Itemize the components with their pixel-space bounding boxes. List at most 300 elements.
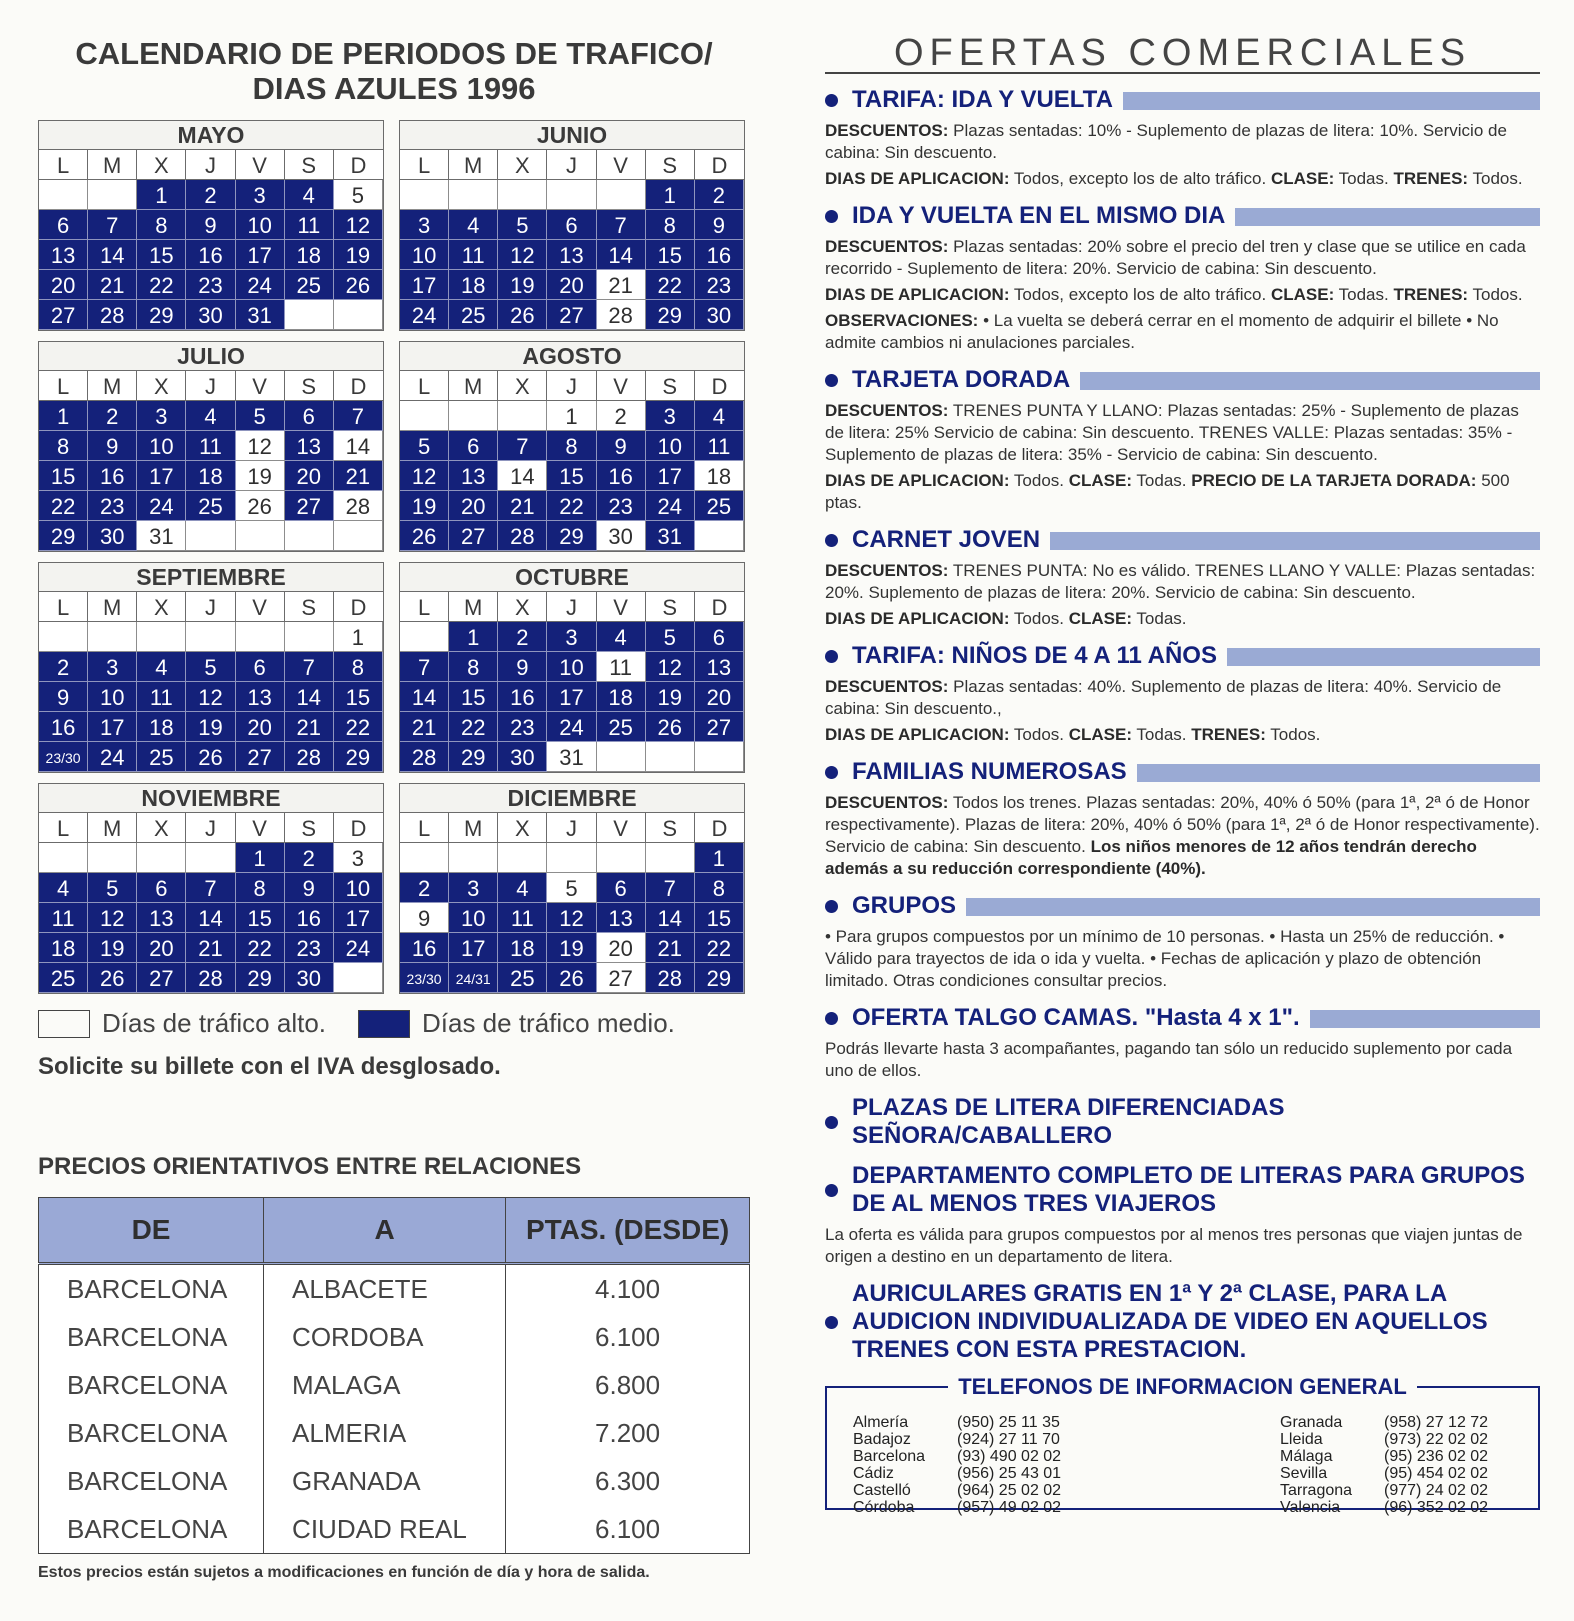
phones-right-cities (1280, 1414, 1352, 1516)
phone-number: (96) 352 02 02 (1384, 1499, 1489, 1516)
calendar-title (38, 36, 750, 106)
price-origin: BARCELONA (39, 1409, 264, 1457)
weekday-header: X (137, 813, 186, 843)
day-cell: 3 (400, 210, 449, 240)
day-cell: 27 (39, 300, 88, 330)
offer-text: Todos los trenes. Plazas sentadas: 20%, 40% ó 50% (para 1ª, 2ª ó de Honor respectivamente). Plazas de litera: 20%, 40% ó 50% (para 1ª, 2ª ó de Honor respectivamente). Servicio de cabina: Sin descuento. (825, 793, 1540, 856)
day-cell: 22 (236, 933, 285, 963)
month-grid (39, 813, 383, 993)
offer-section (825, 526, 1540, 630)
weekday-header: J (186, 813, 235, 843)
offers-list (825, 86, 1540, 1364)
day-cell: 15 (646, 240, 695, 270)
day-cell: 26 (400, 521, 449, 551)
offer-paragraph (825, 560, 1540, 604)
day-cell: 18 (39, 933, 88, 963)
day-cell: 12 (400, 461, 449, 491)
price-origin: BARCELONA (39, 1313, 264, 1361)
weekday-header: X (498, 150, 547, 180)
phone-city: Granada (1280, 1414, 1343, 1431)
empty-cell (646, 843, 695, 873)
day-cell: 5 (334, 180, 383, 210)
offer-label: DESCUENTOS: (825, 121, 949, 140)
day-cell: 5 (646, 622, 695, 652)
weekday-header: X (137, 592, 186, 622)
day-cell: 11 (137, 682, 186, 712)
offer-heading-text: AURICULARES GRATIS EN 1ª Y 2ª CLASE, PARA LA AUDICION INDIVIDUALIZADA DE VIDEO EN AQUELLOS TRENES CON ESTA PRESTACION. (852, 1280, 1488, 1363)
offer-text: Todos. (1468, 285, 1523, 304)
day-cell: 29 (236, 963, 285, 993)
offer-text: • La vuelta se deberá cerrar en el momento de adquirir el billete • No admite cambios ni anulaciones parciales. (825, 311, 1499, 352)
day-cell: 24 (334, 933, 383, 963)
day-cell: 11 (39, 903, 88, 933)
day-cell: 6 (285, 401, 334, 431)
day-cell: 1 (547, 401, 596, 431)
offer-label: DIAS DE APLICACION: (825, 169, 1010, 188)
day-cell: 29 (39, 521, 88, 551)
day-cell: 12 (646, 652, 695, 682)
day-cell: 17 (646, 461, 695, 491)
offer-text: • Para grupos compuestos por un mínimo de 10 personas. • Hasta un 25% de reducción. • Válido para trayectos de ida o ida y vuelta. • Fechas de aplicación y plazo de obtención limitado. Otras condiciones consultar precios. (825, 927, 1505, 990)
heading-bar (1050, 532, 1540, 550)
empty-cell (449, 843, 498, 873)
phone-number: (964) 25 02 02 (957, 1482, 1062, 1499)
day-cell: 29 (547, 521, 596, 551)
day-cell: 16 (39, 712, 88, 742)
day-cell: 11 (449, 240, 498, 270)
day-cell: 17 (449, 933, 498, 963)
prices-table (38, 1197, 750, 1554)
day-cell: 12 (236, 431, 285, 461)
day-cell: 17 (88, 712, 137, 742)
day-cell: 19 (236, 461, 285, 491)
day-cell: 20 (236, 712, 285, 742)
weekday-header: J (186, 371, 235, 401)
day-cell: 20 (547, 270, 596, 300)
day-cell: 24/31 (449, 963, 498, 993)
phone-city: Badajoz (853, 1431, 911, 1448)
offer-heading-text: TARIFA: NIÑOS DE 4 A 11 AÑOS (852, 642, 1217, 669)
phone-number: (958) 27 12 72 (1384, 1414, 1489, 1431)
day-cell: 19 (646, 682, 695, 712)
day-cell: 16 (695, 240, 744, 270)
day-cell: 21 (285, 712, 334, 742)
offer-heading-text: IDA Y VUELTA EN EL MISMO DIA (852, 202, 1226, 229)
offer-text: Todos, excepto los de alto tráfico. (1009, 285, 1271, 304)
day-cell: 27 (547, 300, 596, 330)
day-cell: 28 (400, 742, 449, 772)
prices-header-row (39, 1198, 750, 1264)
heading-bar (1080, 372, 1540, 390)
day-cell: 4 (285, 180, 334, 210)
day-cell: 22 (695, 933, 744, 963)
day-cell: 9 (498, 652, 547, 682)
offer-text: Plazas sentadas: 20% sobre el precio del tren y clase que se utilice en cada recorrido - Suplemento de litera: 20%. Servicio de cabina: Sin descuento. (825, 237, 1526, 278)
bullet-icon (825, 534, 838, 547)
offer-label: TRENES: (1393, 169, 1469, 188)
day-cell: 23 (285, 933, 334, 963)
weekday-header: V (597, 150, 646, 180)
weekday-header: V (597, 371, 646, 401)
calendar-panel (38, 36, 750, 1582)
offer-paragraph (825, 1224, 1540, 1268)
weekday-header: J (547, 813, 596, 843)
day-cell: 21 (334, 461, 383, 491)
offer-label: DIAS DE APLICACION: (825, 471, 1010, 490)
offer-label: PRECIO DE LA TARJETA DORADA: (1191, 471, 1477, 490)
day-cell: 8 (236, 873, 285, 903)
month-agosto (399, 341, 745, 552)
offer-heading (825, 366, 1540, 394)
day-cell: 26 (646, 712, 695, 742)
day-cell: 25 (695, 491, 744, 521)
day-cell: 25 (449, 300, 498, 330)
legend (38, 1008, 750, 1039)
offer-section (825, 1004, 1540, 1082)
offer-heading (825, 642, 1540, 670)
weekday-header: D (695, 592, 744, 622)
day-cell: 8 (334, 652, 383, 682)
weekday-header: S (285, 592, 334, 622)
day-cell: 27 (236, 742, 285, 772)
weekday-header: J (547, 371, 596, 401)
day-cell: 24 (400, 300, 449, 330)
offer-label: CLASE: (1270, 285, 1335, 304)
empty-cell (137, 843, 186, 873)
offer-heading-text: CARNET JOVEN (852, 526, 1041, 553)
day-cell: 17 (400, 270, 449, 300)
price-amount: 6.800 (506, 1361, 750, 1409)
day-cell: 28 (646, 963, 695, 993)
month-name: JULIO (39, 342, 383, 371)
bullet-icon (825, 1012, 838, 1025)
offer-heading (825, 1162, 1540, 1218)
day-cell: 20 (597, 933, 646, 963)
day-cell: 7 (646, 873, 695, 903)
empty-cell (285, 300, 334, 330)
offer-label: CLASE: (1068, 471, 1133, 490)
phone-number: (973) 22 02 02 (1384, 1431, 1489, 1448)
weekday-header: V (236, 592, 285, 622)
offer-text: 500 ptas. (825, 471, 1510, 512)
header-a: A (264, 1198, 506, 1264)
empty-cell (186, 622, 235, 652)
day-cell: 8 (39, 431, 88, 461)
day-cell: 20 (39, 270, 88, 300)
iva-note: Solicite su billete con el IVA desglosado. (38, 1053, 501, 1080)
month-grid (39, 371, 383, 551)
offer-paragraph (825, 310, 1540, 354)
empty-cell (334, 300, 383, 330)
day-cell: 29 (646, 300, 695, 330)
month-mayo (38, 120, 384, 331)
weekday-header: V (597, 813, 646, 843)
day-cell: 26 (186, 742, 235, 772)
phone-number: (924) 27 11 70 (957, 1431, 1060, 1448)
price-destination: CORDOBA (264, 1313, 506, 1361)
offers-panel (825, 32, 1540, 1516)
day-cell: 10 (334, 873, 383, 903)
day-cell: 14 (597, 240, 646, 270)
empty-cell (597, 742, 646, 772)
weekday-header: J (186, 592, 235, 622)
day-cell: 18 (186, 461, 235, 491)
weekday-header: L (400, 150, 449, 180)
day-cell: 5 (236, 401, 285, 431)
bullet-icon (825, 1184, 838, 1197)
phone-city: Tarragona (1280, 1482, 1353, 1499)
offer-section (825, 366, 1540, 514)
month-name: AGOSTO (400, 342, 744, 371)
day-cell: 30 (88, 521, 137, 551)
day-cell: 11 (597, 652, 646, 682)
empty-cell (597, 843, 646, 873)
day-cell: 29 (695, 963, 744, 993)
day-cell: 3 (547, 622, 596, 652)
weekday-header: L (39, 150, 88, 180)
offer-heading-text: GRUPOS (852, 892, 957, 919)
offer-heading (825, 86, 1540, 114)
offer-label: TRENES: (1191, 725, 1266, 744)
weekday-header: L (400, 813, 449, 843)
day-cell: 4 (186, 401, 235, 431)
empty-cell (400, 180, 449, 210)
day-cell: 1 (236, 843, 285, 873)
bullet-icon (825, 900, 838, 913)
day-cell: 24 (137, 491, 186, 521)
empty-cell (400, 843, 449, 873)
day-cell: 9 (186, 210, 235, 240)
offer-paragraph (825, 284, 1540, 306)
day-cell: 3 (236, 180, 285, 210)
day-cell: 18 (137, 712, 186, 742)
offer-paragraph (825, 400, 1540, 466)
day-cell: 27 (137, 963, 186, 993)
weekday-header: J (547, 150, 596, 180)
empty-cell (88, 180, 137, 210)
empty-cell (498, 180, 547, 210)
day-cell: 27 (597, 963, 646, 993)
day-cell: 12 (334, 210, 383, 240)
offer-heading (825, 758, 1540, 786)
day-cell: 1 (334, 622, 383, 652)
day-cell: 7 (334, 401, 383, 431)
day-cell: 1 (646, 180, 695, 210)
day-cell: 24 (646, 491, 695, 521)
day-cell: 13 (695, 652, 744, 682)
day-cell: 2 (400, 873, 449, 903)
day-cell: 6 (547, 210, 596, 240)
phone-city: Córdoba (853, 1499, 915, 1516)
month-julio (38, 341, 384, 552)
day-cell: 1 (39, 401, 88, 431)
day-cell: 22 (449, 712, 498, 742)
price-destination: MALAGA (264, 1361, 506, 1409)
day-cell: 14 (400, 682, 449, 712)
day-cell: 24 (88, 742, 137, 772)
day-cell: 4 (597, 622, 646, 652)
day-cell: 2 (695, 180, 744, 210)
offer-section (825, 892, 1540, 992)
month-name: NOVIEMBRE (39, 784, 383, 813)
day-cell: 12 (498, 240, 547, 270)
offer-section (825, 758, 1540, 880)
weekday-header: V (236, 150, 285, 180)
month-name: OCTUBRE (400, 563, 744, 592)
weekday-header: M (449, 150, 498, 180)
offer-heading-text: PLAZAS DE LITERA DIFERENCIADAS SEÑORA/CABALLERO (852, 1094, 1285, 1149)
day-cell: 7 (285, 652, 334, 682)
day-cell: 22 (646, 270, 695, 300)
offer-text: Todos. (1009, 471, 1069, 490)
offer-heading-text: TARJETA DORADA (852, 366, 1071, 393)
day-cell: 9 (695, 210, 744, 240)
day-cell: 19 (88, 933, 137, 963)
offer-section (825, 86, 1540, 190)
price-destination: CIUDAD REAL (264, 1505, 506, 1554)
day-cell: 21 (400, 712, 449, 742)
weekday-header: S (646, 150, 695, 180)
offer-paragraph (825, 608, 1540, 630)
day-cell: 12 (547, 903, 596, 933)
day-cell: 7 (597, 210, 646, 240)
empty-cell (498, 843, 547, 873)
offer-text: Todas. (1132, 725, 1192, 744)
phone-city: Castelló (853, 1482, 911, 1499)
weekday-header: M (88, 813, 137, 843)
phone-number: (977) 24 02 02 (1384, 1482, 1489, 1499)
offer-paragraph (825, 236, 1540, 280)
weekday-header: D (334, 813, 383, 843)
weekday-header: D (695, 813, 744, 843)
day-cell: 14 (498, 461, 547, 491)
bullet-icon (825, 1116, 838, 1129)
day-cell: 9 (597, 431, 646, 461)
weekday-header: D (334, 150, 383, 180)
empty-cell (39, 180, 88, 210)
day-cell: 3 (137, 401, 186, 431)
month-grid (400, 150, 744, 330)
price-origin: BARCELONA (39, 1361, 264, 1409)
day-cell: 20 (137, 933, 186, 963)
weekday-header: S (646, 813, 695, 843)
phone-city: Almería (853, 1414, 909, 1431)
day-cell: 15 (695, 903, 744, 933)
offer-label: TRENES: (1393, 285, 1469, 304)
bullet-icon (825, 650, 838, 663)
phones-left-numbers (957, 1414, 1061, 1516)
day-cell: 7 (186, 873, 235, 903)
day-cell: 6 (597, 873, 646, 903)
day-cell: 28 (498, 521, 547, 551)
day-cell: 18 (695, 461, 744, 491)
day-cell: 16 (597, 461, 646, 491)
day-cell: 16 (186, 240, 235, 270)
offer-paragraph (825, 792, 1540, 880)
heading-bar (966, 898, 1540, 916)
price-amount: 7.200 (506, 1409, 750, 1457)
day-cell: 17 (334, 903, 383, 933)
day-cell: 16 (88, 461, 137, 491)
weekday-header: L (39, 813, 88, 843)
weekday-header: M (449, 592, 498, 622)
empty-cell (334, 963, 383, 993)
offer-heading (825, 1280, 1540, 1364)
day-cell: 10 (88, 682, 137, 712)
weekday-header: S (285, 371, 334, 401)
weekday-header: M (88, 150, 137, 180)
offer-heading (825, 1094, 1540, 1150)
phone-number: (957) 49 02 02 (957, 1499, 1062, 1516)
weekday-header: D (334, 371, 383, 401)
phone-number: (95) 454 02 02 (1384, 1465, 1489, 1482)
day-cell: 15 (236, 903, 285, 933)
month-noviembre (38, 783, 384, 994)
price-amount: 6.300 (506, 1457, 750, 1505)
day-cell: 23 (498, 712, 547, 742)
day-cell: 22 (547, 491, 596, 521)
day-cell: 1 (449, 622, 498, 652)
day-cell: 7 (88, 210, 137, 240)
month-junio (399, 120, 745, 331)
weekday-header: S (646, 592, 695, 622)
weekday-header: V (236, 813, 285, 843)
day-cell: 28 (334, 491, 383, 521)
day-cell: 19 (547, 933, 596, 963)
offer-section (825, 1280, 1540, 1364)
header-ptas: PTAS. (DESDE) (506, 1198, 750, 1264)
day-cell: 15 (449, 682, 498, 712)
day-cell: 30 (695, 300, 744, 330)
price-amount: 6.100 (506, 1505, 750, 1554)
day-cell: 10 (547, 652, 596, 682)
weekday-header: X (137, 150, 186, 180)
day-cell: 15 (137, 240, 186, 270)
day-cell: 9 (400, 903, 449, 933)
phones-title-wrap (827, 1374, 1538, 1400)
phones-right-numbers (1384, 1414, 1488, 1516)
price-row (39, 1361, 750, 1409)
day-cell: 21 (646, 933, 695, 963)
empty-cell (400, 622, 449, 652)
day-cell: 8 (137, 210, 186, 240)
offer-label: DESCUENTOS: (825, 793, 949, 812)
offer-text: Todas. (1334, 285, 1394, 304)
offer-heading (825, 526, 1540, 554)
day-cell: 2 (597, 401, 646, 431)
weekday-header: M (449, 371, 498, 401)
offer-label: DIAS DE APLICACION: (825, 285, 1010, 304)
offer-heading (825, 892, 1540, 920)
day-cell: 13 (547, 240, 596, 270)
offer-text: Todas. (1132, 609, 1187, 628)
offer-heading-text: FAMILIAS NUMEROSAS (852, 758, 1127, 785)
day-cell: 8 (646, 210, 695, 240)
weekday-header: J (186, 150, 235, 180)
day-cell: 20 (285, 461, 334, 491)
empty-cell (695, 521, 744, 551)
offer-heading (825, 1004, 1540, 1032)
day-cell: 29 (137, 300, 186, 330)
bullet-icon (825, 766, 838, 779)
day-cell: 11 (498, 903, 547, 933)
offer-paragraph (825, 168, 1540, 190)
phone-city: Lleida (1280, 1431, 1323, 1448)
month-diciembre (399, 783, 745, 994)
phones-title: TELEFONOS DE INFORMACION GENERAL (948, 1374, 1417, 1399)
weekday-header: D (334, 592, 383, 622)
day-cell: 5 (400, 431, 449, 461)
